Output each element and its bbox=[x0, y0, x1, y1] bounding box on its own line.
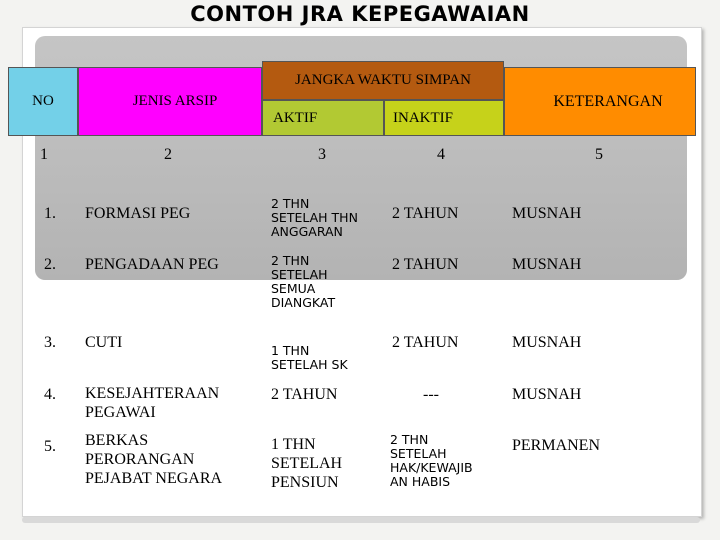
row-number: 4. bbox=[44, 386, 56, 403]
row-keterangan: MUSNAH bbox=[512, 386, 582, 403]
row-keterangan: MUSNAH bbox=[512, 256, 582, 273]
row-aktif: 2 TAHUN bbox=[271, 386, 338, 403]
row-number: 2. bbox=[44, 256, 56, 273]
row-number: 1. bbox=[44, 205, 56, 222]
page-title: CONTOH JRA KEPEGAWAIAN bbox=[190, 2, 530, 26]
header-inaktif: INAKTIF bbox=[384, 100, 504, 136]
row-keterangan: MUSNAH bbox=[512, 205, 582, 222]
header-jenis-arsip: JENIS ARSIP bbox=[78, 67, 262, 136]
row-aktif: 1 THN SETELAH SK bbox=[271, 343, 348, 372]
column-number-4: 4 bbox=[437, 146, 445, 163]
row-number: 3. bbox=[44, 334, 56, 351]
row-inaktif: 2 TAHUN bbox=[392, 256, 459, 273]
header-no: NO bbox=[8, 67, 78, 136]
column-number-3: 3 bbox=[318, 146, 326, 163]
row-inaktif: 2 TAHUN bbox=[392, 205, 459, 222]
row-jenis-arsip: PENGADAAN PEG bbox=[85, 256, 219, 273]
row-keterangan: MUSNAH bbox=[512, 334, 582, 351]
row-keterangan: PERMANEN bbox=[512, 437, 601, 454]
row-jenis-arsip: BERKAS PERORANGAN PEJABAT NEGARA bbox=[85, 432, 223, 488]
header-jangka-waktu-simpan: JANGKA WAKTU SIMPAN bbox=[262, 61, 504, 100]
row-aktif: 2 THN SETELAH SEMUA DIANGKAT bbox=[271, 253, 336, 310]
header-aktif: AKTIF bbox=[262, 100, 384, 136]
row-inaktif: 2 THN SETELAH HAK/KEWAJIB AN HABIS bbox=[390, 432, 473, 489]
row-jenis-arsip: FORMASI PEG bbox=[85, 205, 191, 222]
row-jenis-arsip: KESEJAHTERAAN PEGAWAI bbox=[85, 385, 220, 422]
row-jenis-arsip: CUTI bbox=[85, 334, 123, 351]
row-inaktif: 2 TAHUN bbox=[392, 334, 459, 351]
column-number-5: 5 bbox=[595, 146, 603, 163]
column-number-1: 1 bbox=[40, 146, 48, 163]
row-inaktif: --- bbox=[423, 386, 439, 403]
row-number: 5. bbox=[44, 438, 56, 455]
row-aktif: 2 THN SETELAH THN ANGGARAN bbox=[271, 196, 358, 239]
row-aktif: 1 THN SETELAH PENSIUN bbox=[271, 436, 343, 492]
horizontal-scrollbar[interactable] bbox=[22, 517, 700, 523]
column-number-2: 2 bbox=[164, 146, 172, 163]
header-keterangan: KETERANGAN bbox=[504, 67, 696, 136]
